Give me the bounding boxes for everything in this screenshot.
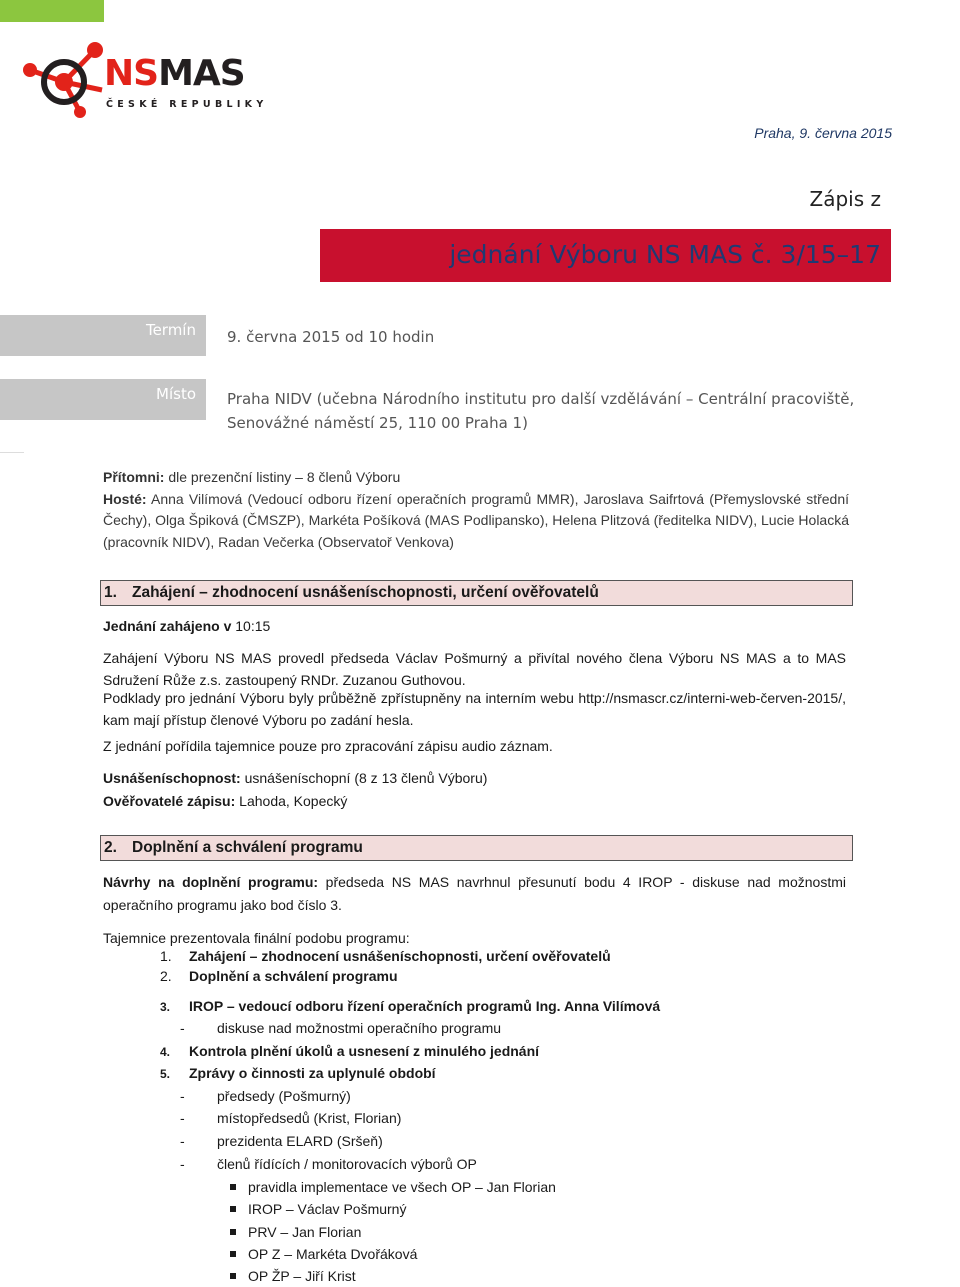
misto-line-1: Praha NIDV (učebna Národního institutu pro další vzdělávání – Centrální pracoviště, (227, 390, 855, 408)
section-1-para-2: Podklady pro jednání Výboru byly průběžně zpřístupněny na interním webu http://nsmascr.cz/interni-web-červen-2015/, kam mají přístup členové Výboru po zadání hesla. (103, 690, 846, 728)
op-bullet-5: OP ŽP – Jiří Krist (230, 1266, 356, 1287)
logo-wordmark: NSMAS (104, 53, 245, 94)
section-1-heading: 1. Zahájení – zhodnocení usnášeníschopnosti, určení ověřovatelů (100, 580, 853, 606)
program-item-3: 3. IROP – vedoucí odboru řízení operačních programů Ing. Anna Vilímová (160, 998, 661, 1014)
termin-label: Termín (0, 315, 206, 356)
attendance-block (103, 467, 849, 553)
op-bullet-1: pravidla implementace ve všech OP – Jan Florian (230, 1177, 556, 1198)
op-bullet-2: IROP – Václav Pošmurný (230, 1199, 406, 1220)
report-sub-1: - předsedy (Pošmurný) (180, 1088, 351, 1104)
program-item-4: 4. Kontrola plnění úkolů a usnesení z minulého jednání (160, 1043, 540, 1059)
logo-subtitle: ČESKÉ REPUBLIKY (106, 99, 268, 110)
zapis-heading: Zápis z (809, 187, 881, 211)
op-bullet-4: OP Z – Markéta Dvořáková (230, 1244, 417, 1265)
report-sub-4: - členů řídících / monitorovacích výborů OP (180, 1156, 477, 1172)
proposal-paragraph: Návrhy na doplnění programu: předseda NS MAS navrhnul přesunutí bodu 4 IROP - diskuse nad možnostmi operačního programu jako bod číslo 3. (103, 874, 846, 913)
square-bullet-icon (230, 1273, 236, 1279)
square-bullet-icon (230, 1184, 236, 1190)
present-line: Přítomni: dle prezenční listiny – 8 členů Výboru (103, 469, 401, 485)
termin-value: 9. června 2015 od 10 hodin (227, 328, 435, 346)
document-date: Praha, 9. června 2015 (754, 125, 892, 141)
misto-line-2: Senovážné náměstí 25, 110 00 Praha 1) (227, 414, 528, 432)
top-green-bar (0, 0, 104, 22)
divider (0, 452, 24, 453)
square-bullet-icon (230, 1229, 236, 1235)
program-intro: Tajemnice prezentovala finální podobu programu: (103, 930, 410, 946)
program-item-2: 2. Doplnění a schválení programu (160, 968, 398, 984)
report-sub-3: - prezidenta ELARD (Sršeň) (180, 1133, 383, 1149)
section-1-para-1: Zahájení Výboru NS MAS provedl předseda Václav Pošmurný a přivítal nového člena Výboru NS MAS a to MAS Sdružení Růže z.s. zastoupený RNDr. Zuzanou Guthovou. (103, 650, 846, 688)
program-item-5: 5. Zprávy o činnosti za uplynulé období (160, 1065, 436, 1081)
guests-paragraph: Hosté: Anna Vilímová (Vedoucí odboru řízení operačních programů MMR), Jaroslava Saifrtová (Přemyslovské střední Čechy), Olga Špiková (ČMSZP), Markéta Pošíková (MAS Podlipansko), Helena Plitzová (ředitelka NIDV), Lucie Holacká (pracovník NIDV), Radan Večerka (Observatoř Venkova) (103, 490, 849, 550)
section-1-para-3: Z jednání pořídila tajemnice pouze pro zpracování zápisu audio záznam. (103, 738, 553, 754)
program-item-1: 1. Zahájení – zhodnocení usnášeníschopnosti, určení ověřovatelů (160, 948, 611, 964)
square-bullet-icon (230, 1251, 236, 1257)
square-bullet-icon (230, 1206, 236, 1212)
op-bullet-3: PRV – Jan Florian (230, 1222, 361, 1243)
page-title: jednání Výboru NS MAS č. 3/15–17 (449, 240, 881, 269)
section-2-heading: 2. Doplnění a schválení programu (100, 835, 853, 861)
misto-value (227, 387, 854, 435)
report-sub-2: - místopředsedů (Krist, Florian) (180, 1110, 402, 1126)
program-item-3-sub: - diskuse nad možnostmi operačního programu (180, 1020, 502, 1036)
quorum-line: Usnášeníschopnost: usnášeníschopní (8 z 13 členů Výboru) (103, 770, 488, 786)
misto-label: Místo (0, 379, 206, 420)
verifiers-line: Ověřovatelé zápisu: Lahoda, Kopecký (103, 793, 348, 809)
opened-line: Jednání zahájeno v 10:15 (103, 618, 271, 634)
